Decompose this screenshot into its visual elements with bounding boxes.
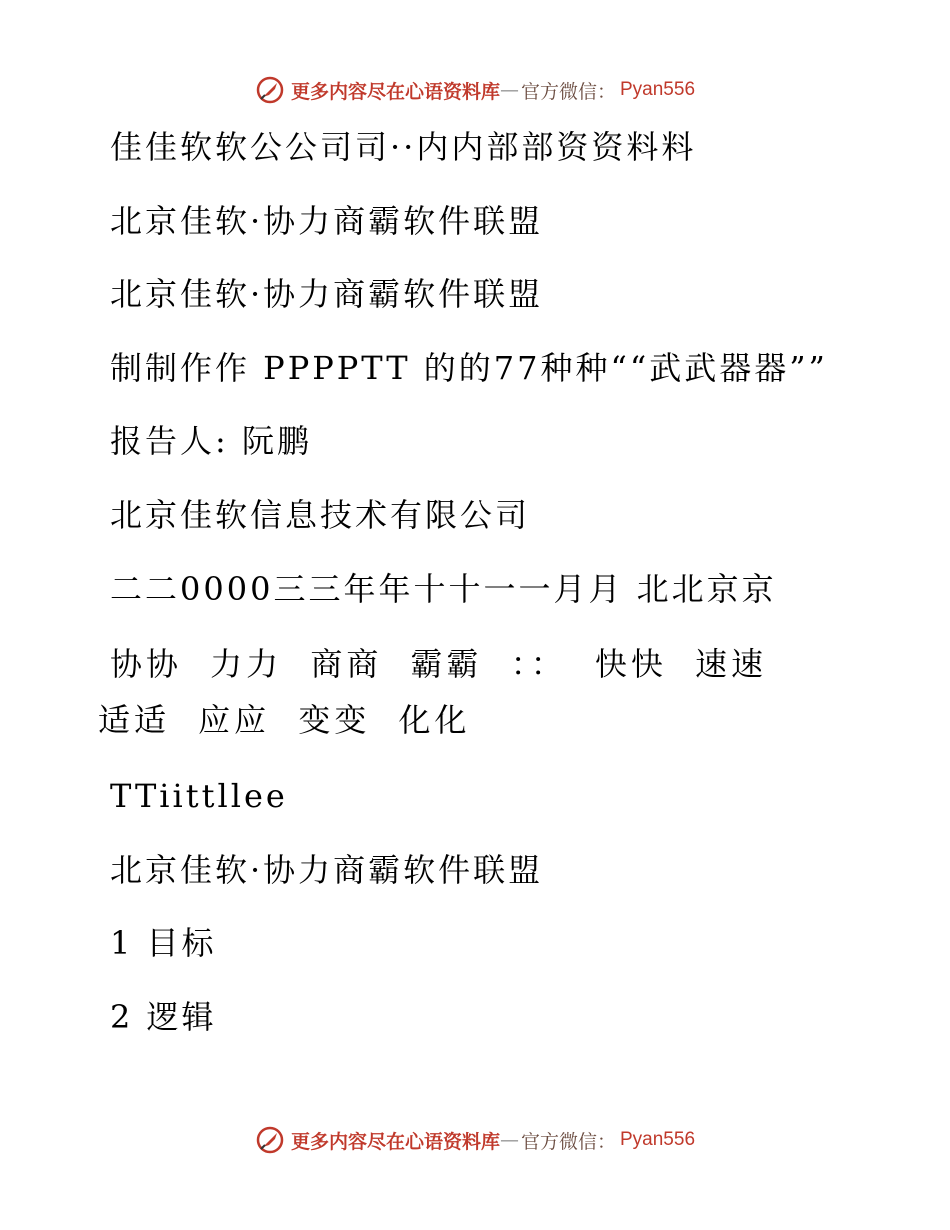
alliance-line-1: 北京佳软·协力商霸软件联盟 — [110, 202, 544, 240]
watermark-footer — [0, 1120, 950, 1160]
slogan: 协协 力力 商商 霸霸 ：： 快快 速速 适适 应应 变变 化化 — [98, 645, 768, 739]
outline-item-2: 2 逻辑 — [110, 998, 217, 1036]
watermark-handle: Pyan556 — [620, 79, 696, 100]
watermark-wechat-label: 官方微信： — [520, 1130, 616, 1153]
date-location: 二二0000三三年年十十一一月月 北北京京 — [110, 570, 777, 608]
watermark-brand: 更多内容尽在心语资料库 — [290, 80, 500, 103]
watermark-handle: Pyan556 — [620, 1129, 696, 1150]
alliance-line-2: 北京佳软·协力商霸软件联盟 — [110, 275, 544, 313]
company-name: 北京佳软信息技术有限公司 — [110, 496, 531, 534]
outline-item-1: 1 目标 — [110, 924, 217, 962]
quill-logo-icon — [255, 75, 285, 105]
watermark-brand: 更多内容尽在心语资料库 — [290, 1130, 500, 1153]
presenter: 报告人: 阮鹏 — [110, 422, 312, 460]
alliance-line-3: 北京佳软·协力商霸软件联盟 — [110, 851, 544, 889]
quill-logo-icon — [255, 1125, 285, 1155]
company-internal-heading: 佳佳软软公公司司··内内部部资资料料 — [110, 128, 697, 166]
watermark-wechat-label: 官方微信： — [520, 80, 616, 103]
title-label: TTiittllee — [110, 777, 288, 815]
watermark-dash: — — [499, 1129, 519, 1151]
watermark-header — [0, 70, 950, 110]
watermark-dash: — — [499, 79, 519, 101]
presentation-title: 制制作作 PPPPTT 的的77种种““武武器器”” — [110, 349, 828, 387]
